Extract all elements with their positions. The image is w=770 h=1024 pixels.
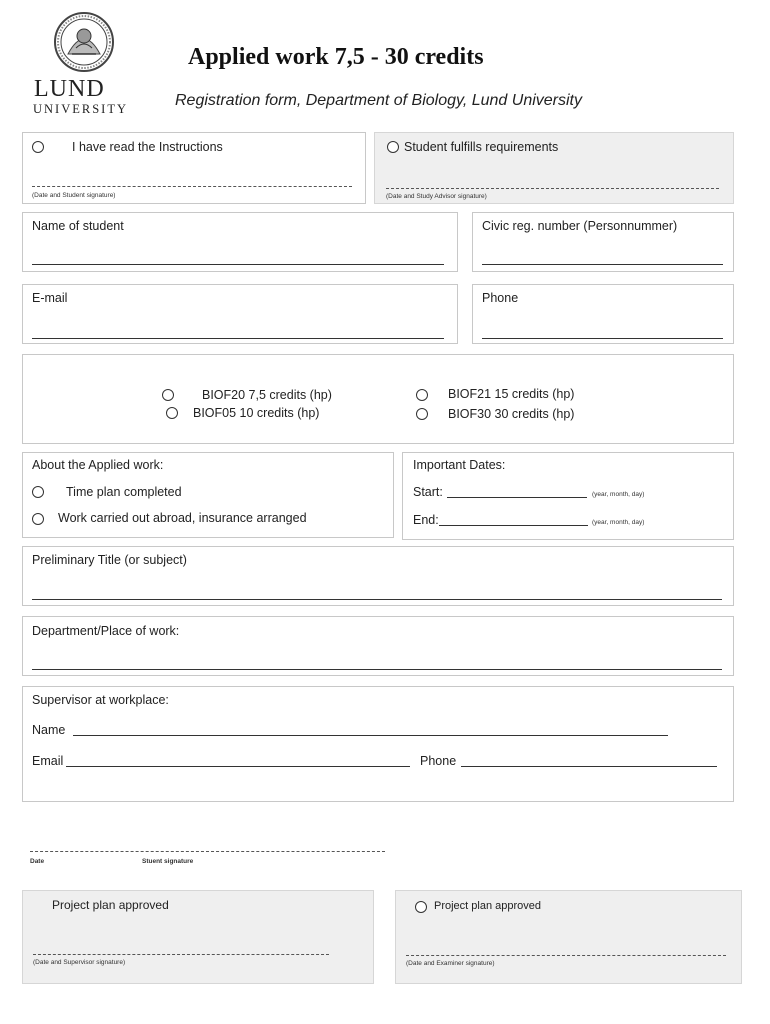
examiner-approval-radio[interactable] <box>415 901 427 913</box>
examiner-approval-label: Project plan approved <box>434 900 542 912</box>
email-box <box>22 284 458 344</box>
biof21-radio[interactable] <box>416 389 428 401</box>
page-title: Applied work 7,5 - 30 credits <box>188 44 484 70</box>
examiner-signature-hint: (Date and Examiner signature) <box>406 960 495 967</box>
department-label: Department/Place of work: <box>32 624 180 638</box>
date-student-signature-line[interactable] <box>30 851 385 852</box>
department-field[interactable] <box>32 669 722 670</box>
student-name-label: Name of student <box>32 219 124 233</box>
student-signature-line[interactable] <box>32 186 352 187</box>
end-date-field[interactable] <box>439 525 588 526</box>
supervisor-approval-label: Project plan approved <box>52 898 169 912</box>
email-label: E-mail <box>32 291 68 305</box>
supervisor-signature-line[interactable] <box>33 954 329 955</box>
fulfills-requirements-label: Student fulfills requirements <box>404 140 559 154</box>
start-date-label: Start: <box>413 485 443 499</box>
biof30-label: BIOF30 30 credits (hp) <box>448 407 575 421</box>
abroad-label: Work carried out abroad, insurance arranged <box>58 511 307 525</box>
logo-lund-text: LUND <box>34 76 105 102</box>
lund-university-seal <box>38 10 130 74</box>
civic-number-field[interactable] <box>482 264 723 265</box>
preliminary-title-field[interactable] <box>32 599 722 600</box>
abroad-radio[interactable] <box>32 513 44 525</box>
read-instructions-label: I have read the Instructions <box>72 140 223 154</box>
student-signature-hint: (Date and Student signature) <box>32 192 116 199</box>
supervisor-email-field[interactable] <box>66 766 410 767</box>
phone-field[interactable] <box>482 338 723 339</box>
biof05-radio[interactable] <box>166 407 178 419</box>
supervisor-name-field[interactable] <box>73 735 668 736</box>
advisor-signature-hint: (Date and Study Advisor signature) <box>386 193 487 200</box>
supervisor-email-label: Email <box>32 754 64 768</box>
time-plan-label: Time plan completed <box>66 485 182 499</box>
about-work-heading: About the Applied work: <box>32 458 164 472</box>
phone-label: Phone <box>482 291 519 305</box>
supervisor-phone-label: Phone <box>420 754 457 768</box>
student-name-field[interactable] <box>32 264 444 265</box>
logo-university-text: UNIVERSITY <box>33 102 128 116</box>
biof20-label: BIOF20 7,5 credits (hp) <box>202 388 332 402</box>
biof20-radio[interactable] <box>162 389 174 401</box>
start-date-hint: (year, month, day) <box>592 491 645 498</box>
end-date-label: End: <box>413 513 439 527</box>
read-instructions-radio[interactable] <box>32 141 44 153</box>
biof21-label: BIOF21 15 credits (hp) <box>448 387 575 401</box>
important-dates-heading: Important Dates: <box>413 458 506 472</box>
email-field[interactable] <box>32 338 444 339</box>
preliminary-title-label: Preliminary Title (or subject) <box>32 553 187 567</box>
supervisor-name-label: Name <box>32 723 66 737</box>
biof05-label: BIOF05 10 credits (hp) <box>193 406 320 420</box>
supervisor-phone-field[interactable] <box>461 766 717 767</box>
course-selection-box <box>22 354 734 444</box>
time-plan-radio[interactable] <box>32 486 44 498</box>
page-subtitle: Registration form, Department of Biology, Lund University <box>175 92 582 109</box>
start-date-field[interactable] <box>447 497 587 498</box>
fulfills-requirements-radio[interactable] <box>387 141 399 153</box>
end-date-hint: (year, month, day) <box>592 519 645 526</box>
advisor-signature-line[interactable] <box>386 188 719 189</box>
supervisor-heading: Supervisor at workplace: <box>32 693 169 707</box>
supervisor-signature-hint: (Date and Supervisor signature) <box>33 959 126 966</box>
biof30-radio[interactable] <box>416 408 428 420</box>
examiner-signature-line[interactable] <box>406 955 726 956</box>
student-signature-label: Stuent signature <box>142 858 194 865</box>
date-label: Date <box>30 858 45 865</box>
civic-number-label: Civic reg. number (Personnummer) <box>482 219 678 233</box>
